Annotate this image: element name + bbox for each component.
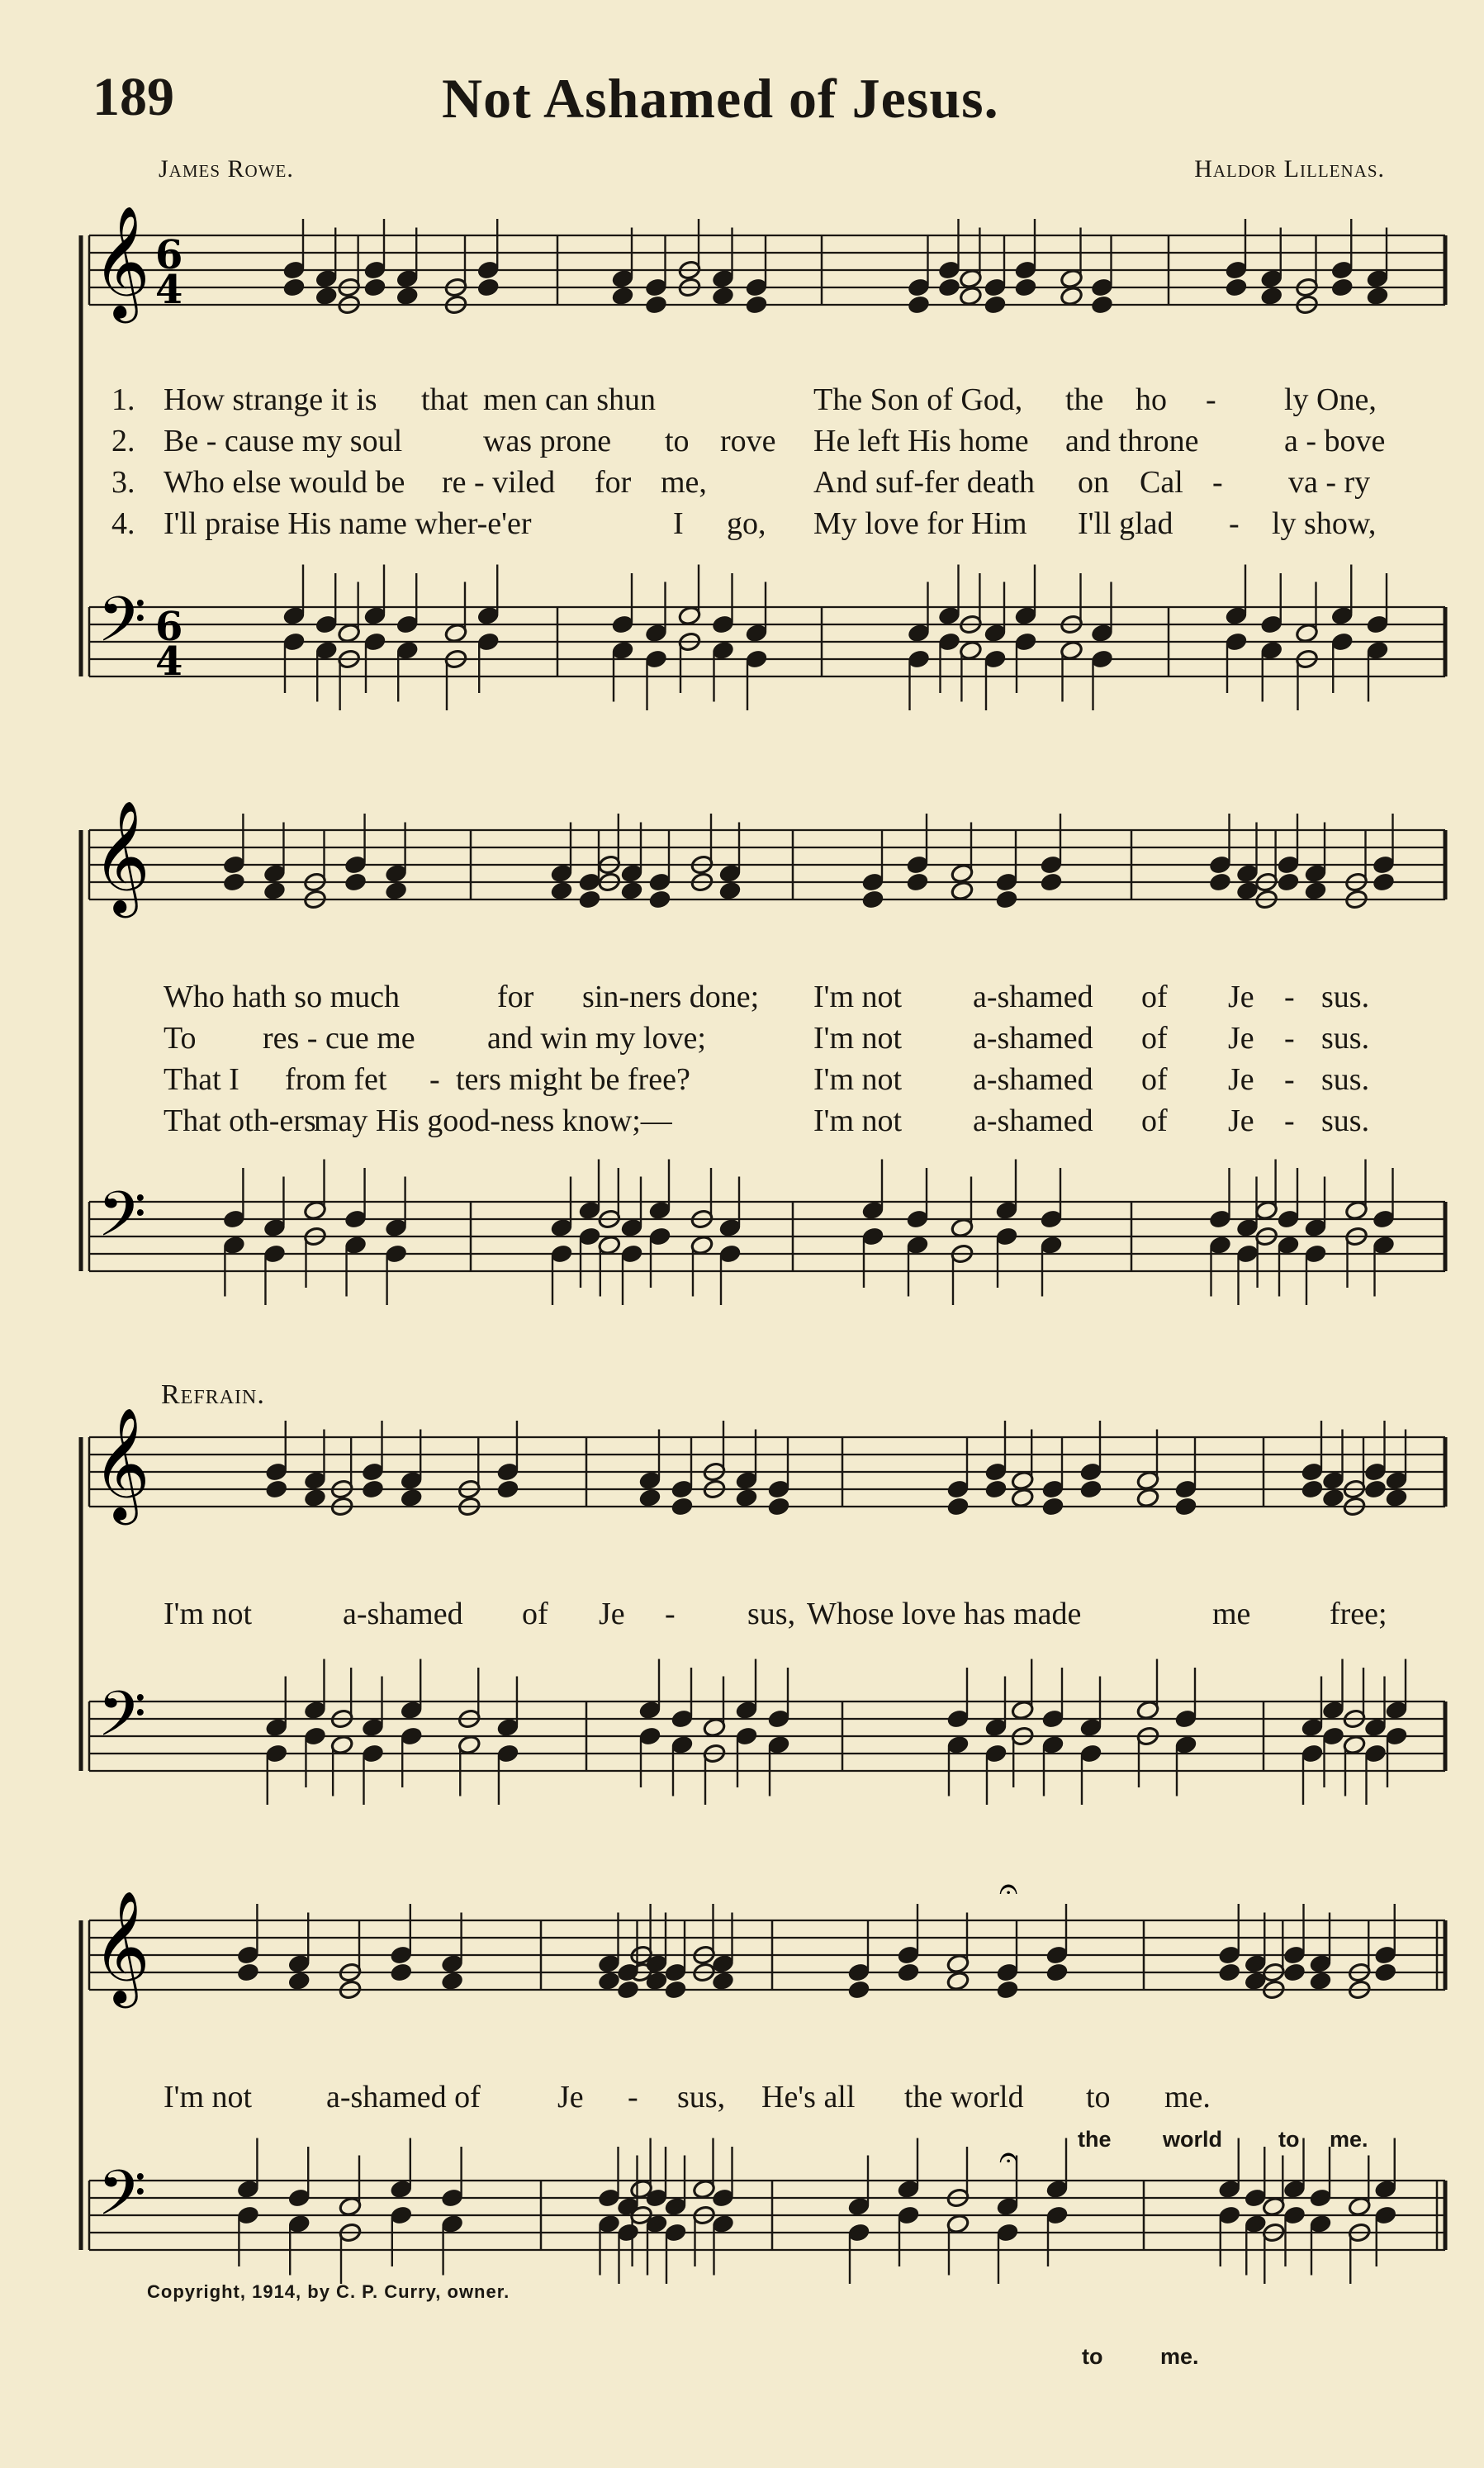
alto-note: [996, 1979, 1020, 2000]
alto-note: [745, 294, 769, 315]
alto-note: [951, 880, 974, 901]
lyric-syllable: 4.: [111, 506, 135, 541]
alto-note: [718, 880, 742, 901]
alto-note: [959, 286, 983, 306]
lyric-syllable: -: [1284, 1021, 1295, 1056]
echo-syllable: to: [1082, 2344, 1103, 2369]
alto-note: [1330, 277, 1354, 297]
alto-note: [550, 880, 574, 901]
alto-note: [578, 889, 602, 909]
lyric-syllable: I'm not: [164, 1597, 253, 1631]
lyric-syllable: sus.: [1321, 1021, 1370, 1056]
time-signature-bottom: 4: [155, 267, 183, 313]
alto-note: [767, 1496, 791, 1516]
lyric-syllable: -: [429, 1062, 440, 1097]
lyric-syllable: Cal: [1140, 465, 1183, 500]
lyric-syllable: He left His home: [813, 424, 1029, 458]
lyric-syllable: of: [1141, 1021, 1168, 1056]
alto-note: [1136, 1488, 1160, 1508]
alto-note: [1090, 294, 1114, 315]
lyric-syllable: for: [595, 465, 632, 500]
alto-note: [711, 286, 735, 306]
alto-note: [1079, 1478, 1103, 1499]
lyric-syllable: -: [1206, 382, 1216, 417]
alto-note: [389, 1962, 413, 1982]
lyric-syllable: I'll praise His name wher-e'er: [164, 506, 532, 541]
lyric-syllable: I: [673, 506, 684, 541]
hymn-title: Not Ashamed of Jesus.: [442, 67, 999, 130]
alto-note: [620, 880, 644, 901]
alto-note: [476, 277, 500, 297]
alto-note: [906, 871, 930, 892]
alto-note: [400, 1488, 424, 1508]
lyric-syllable: sin-ners done;: [582, 980, 760, 1014]
lyric-syllable: ly show,: [1272, 506, 1377, 541]
lyric-syllable: go,: [727, 506, 766, 541]
alto-note: [611, 286, 635, 306]
echo-syllable: me.: [1330, 2127, 1368, 2152]
lyric-syllable: that: [421, 382, 468, 417]
lyric-syllable: a-shamed: [973, 1021, 1093, 1056]
alto-note: [937, 277, 961, 297]
lyric-syllable: -: [1229, 506, 1240, 541]
lyric-syllable: That I: [164, 1062, 239, 1097]
lyricist-credit: James Rowe.: [159, 155, 294, 183]
lyric-syllable: Je: [1228, 980, 1254, 1014]
lyric-syllable: To: [164, 1021, 197, 1056]
alto-note: [1385, 1488, 1409, 1508]
alto-note: [638, 1488, 662, 1508]
alto-note: [363, 277, 387, 297]
alto-note: [1301, 1478, 1325, 1499]
alto-note: [1041, 1496, 1065, 1516]
alto-note: [396, 286, 420, 306]
alto-note: [664, 1979, 688, 2000]
alto-note: [1372, 871, 1396, 892]
lyric-syllable: for: [497, 980, 534, 1014]
copyright-notice: Copyright, 1914, by C. P. Curry, owner.: [147, 2281, 510, 2302]
lyric-syllable: to: [665, 424, 690, 458]
bass-clef-icon: 𝄢: [97, 583, 147, 672]
alto-note: [1366, 286, 1390, 306]
lyric-syllable: was prone: [483, 424, 612, 458]
echo-syllable: to: [1278, 2127, 1300, 2152]
lyric-syllable: a - bove: [1284, 424, 1386, 458]
lyric-syllable: of: [522, 1597, 548, 1631]
lyric-syllable: a-shamed: [973, 980, 1093, 1014]
alto-note: [344, 871, 367, 892]
lyric-syllable: a-shamed: [973, 1103, 1093, 1138]
lyric-syllable: I'm not: [813, 1103, 903, 1138]
alto-note: [995, 889, 1019, 909]
bass-clef-icon: 𝄢: [97, 1178, 147, 1266]
lyric-syllable: sus,: [677, 2080, 726, 2114]
lyric-syllable: That oth-ers: [164, 1103, 316, 1138]
alto-note: [1282, 1962, 1306, 1982]
echo-syllable: world: [1163, 2127, 1222, 2152]
lyric-syllable: He's all: [761, 2080, 856, 2114]
time-signature-bottom: 4: [155, 638, 183, 685]
alto-note: [946, 1971, 970, 1991]
lyric-syllable: Je: [1228, 1062, 1254, 1097]
lyric-syllable: Whose love has made: [807, 1597, 1082, 1631]
lyric-syllable: I'm not: [813, 980, 903, 1014]
lyric-syllable: Je: [1228, 1021, 1254, 1056]
lyric-syllable: -: [1284, 1062, 1295, 1097]
lyric-syllable: Be - cause my soul: [164, 424, 403, 458]
bass-clef-icon: 𝄢: [97, 2157, 147, 2245]
lyric-syllable: may His good-ness know;—: [314, 1103, 672, 1138]
alto-note: [1011, 1488, 1035, 1508]
alto-note: [384, 880, 408, 901]
lyric-syllable: ho: [1136, 382, 1167, 417]
alto-note: [282, 277, 306, 297]
lyric-syllable: 3.: [111, 465, 135, 500]
alto-note: [1309, 1971, 1333, 1991]
alto-note: [1174, 1496, 1198, 1516]
alto-note: [1277, 871, 1301, 892]
alto-note: [616, 1979, 640, 2000]
lyric-syllable: My love for Him: [813, 506, 1027, 541]
lyric-syllable: of: [1141, 1103, 1168, 1138]
lyric-syllable: and win my love;: [487, 1021, 706, 1056]
lyric-syllable: me,: [661, 465, 707, 500]
lyric-syllable: sus.: [1321, 1062, 1370, 1097]
alto-note: [1321, 1488, 1345, 1508]
alto-note: [1014, 277, 1038, 297]
treble-clef-icon: 𝄞: [92, 1889, 150, 2003]
alto-note: [222, 871, 246, 892]
alto-note: [1040, 871, 1064, 892]
alto-note: [597, 1971, 621, 1991]
alto-note: [263, 880, 287, 901]
refrain-label: Refrain.: [161, 1379, 265, 1410]
composer-credit: Haldor Lillenas.: [1194, 155, 1385, 183]
lyric-syllable: I'm not: [164, 2080, 253, 2114]
lyric-syllable: Who hath so much: [164, 980, 401, 1014]
time-signature-top: 6: [155, 604, 183, 650]
alto-note: [984, 1478, 1008, 1499]
lyric-syllable: men: [483, 382, 538, 417]
alto-note: [644, 294, 668, 315]
alto-note: [1259, 286, 1283, 306]
lyric-syllable: Je: [557, 2080, 584, 2114]
echo-syllable: the: [1078, 2127, 1112, 2152]
lyric-syllable: to: [1086, 2080, 1111, 2114]
alto-note: [361, 1478, 385, 1499]
lyric-syllable: The Son of God,: [813, 382, 1023, 417]
alto-note: [440, 1971, 464, 1991]
alto-note: [287, 1971, 311, 1991]
alto-note: [1208, 871, 1232, 892]
alto-note: [496, 1478, 520, 1499]
lyric-syllable: rove: [720, 424, 776, 458]
alto-note: [907, 294, 931, 315]
lyric-syllable: 2.: [111, 424, 135, 458]
treble-clef-icon: 𝄞: [92, 799, 150, 913]
lyric-syllable: res - cue me: [263, 1021, 415, 1056]
lyric-syllable: from fet: [285, 1062, 387, 1097]
alto-note: [984, 294, 1008, 315]
lyric-syllable: -: [665, 1597, 676, 1631]
alto-note: [711, 1971, 735, 1991]
lyric-syllable: I'm not: [813, 1021, 903, 1056]
alto-note: [861, 889, 885, 909]
alto-note: [648, 889, 672, 909]
lyric-syllable: of: [1141, 980, 1168, 1014]
lyric-syllable: -: [1284, 1103, 1295, 1138]
lyric-syllable: of: [1141, 1062, 1168, 1097]
lyric-syllable: Who else would be: [164, 465, 405, 500]
alto-note: [1045, 1962, 1069, 1982]
lyric-syllable: sus,: [747, 1597, 796, 1631]
hymn-number: 189: [92, 67, 174, 127]
alto-note: [671, 1496, 695, 1516]
time-signature-top: 6: [155, 232, 183, 278]
alto-note: [315, 286, 339, 306]
lyric-syllable: -: [1212, 465, 1223, 500]
lyric-syllable: re - viled: [442, 465, 556, 500]
treble-clef-icon: 𝄞: [92, 204, 150, 318]
lyric-syllable: I'm not: [813, 1062, 903, 1097]
alto-note: [645, 1971, 669, 1991]
lyric-syllable: I'll glad: [1078, 506, 1173, 541]
lyric-syllable: And suf-fer death: [813, 465, 1036, 500]
lyric-syllable: ters might be free?: [456, 1062, 690, 1097]
alto-note: [897, 1962, 921, 1982]
lyric-syllable: Je: [1228, 1103, 1254, 1138]
fermata-icon: 𝄐: [999, 1870, 1018, 1908]
lyric-syllable: a-shamed: [973, 1062, 1093, 1097]
alto-note: [1060, 286, 1083, 306]
bass-clef-icon: 𝄢: [97, 1678, 147, 1766]
alto-note: [1373, 1962, 1397, 1982]
lyric-syllable: the world: [904, 2080, 1024, 2114]
lyric-syllable: -: [1284, 980, 1295, 1014]
alto-note: [847, 1979, 871, 2000]
lyric-syllable: -: [628, 2080, 638, 2114]
echo-syllable: me.: [1160, 2344, 1199, 2369]
lyric-syllable: on: [1078, 465, 1109, 500]
lyric-syllable: can shun: [545, 382, 657, 417]
alto-note: [303, 1488, 327, 1508]
alto-note: [236, 1962, 260, 1982]
lyric-syllable: How strange it is: [164, 382, 377, 417]
alto-note: [1304, 880, 1328, 901]
alto-note: [1225, 277, 1249, 297]
lyric-syllable: sus.: [1321, 1103, 1370, 1138]
lyric-syllable: ly One,: [1284, 382, 1377, 417]
lyric-syllable: 1.: [111, 382, 135, 417]
alto-note: [735, 1488, 759, 1508]
lyric-syllable: me: [1212, 1597, 1251, 1631]
alto-note: [264, 1478, 288, 1499]
lyric-syllable: free;: [1330, 1597, 1387, 1631]
lyric-syllable: a-shamed: [343, 1597, 463, 1631]
treble-clef-icon: 𝄞: [92, 1406, 150, 1520]
lyric-syllable: and throne: [1065, 424, 1199, 458]
alto-note: [1217, 1962, 1241, 1982]
lyric-syllable: me.: [1164, 2080, 1211, 2114]
lyric-syllable: Je: [599, 1597, 625, 1631]
lyric-syllable: the: [1065, 382, 1104, 417]
lyric-syllable: sus.: [1321, 980, 1370, 1014]
alto-note: [946, 1496, 970, 1516]
alto-note: [1363, 1478, 1387, 1499]
lyric-syllable: va - ry: [1288, 465, 1371, 500]
fermata-icon: 𝄐: [999, 2138, 1018, 2176]
lyric-syllable: a-shamed of: [326, 2080, 481, 2114]
